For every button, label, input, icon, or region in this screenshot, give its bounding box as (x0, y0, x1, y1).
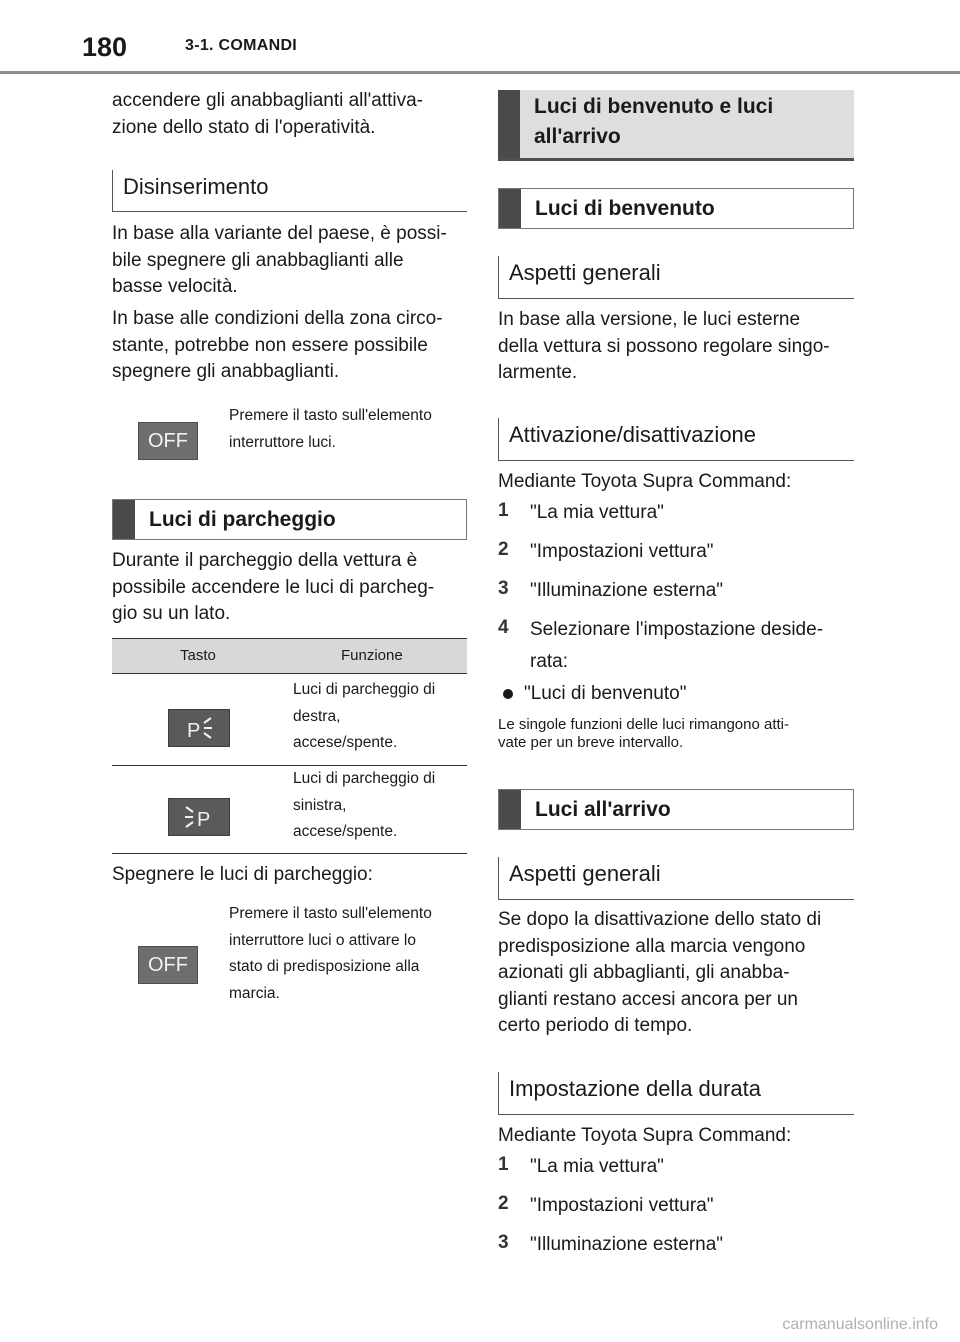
step-number: 1 (498, 500, 509, 521)
parcheggio-intro: Durante il parcheggio della vettura è possibile accendere le luci di parcheg- gio su un lato. (112, 550, 435, 624)
section-luci-arrivo (498, 789, 854, 830)
bullet-item: "Luci di benvenuto" (524, 683, 687, 704)
subsection-title: Aspetti generali (509, 260, 661, 285)
section-luci-parcheggio (112, 499, 467, 540)
table-row: Luci di parcheggio di destra, accese/spente. (293, 681, 436, 751)
command-intro: Mediante Toyota Supra Command: (498, 471, 792, 492)
subsection-title: Attivazione/disattivazione (509, 422, 757, 447)
main-section-title: Luci di benvenuto e luci all'arrivo (534, 95, 774, 148)
header-divider (0, 71, 960, 74)
svg-text:P: P (187, 720, 201, 742)
step-text: "Impostazioni vettura" (530, 541, 714, 562)
disinserimento-paragraph-2: In base alle condizioni della zona circo- stante, potrebbe non essere possibile spegnere gli anabbaglianti. (112, 308, 443, 382)
section-title: Luci di benvenuto (535, 196, 715, 220)
step-number: 2 (498, 539, 509, 560)
subsection-durata (498, 1072, 854, 1115)
subsection-title: Aspetti generali (509, 861, 661, 886)
subsection-title: Impostazione della durata (509, 1076, 761, 1101)
off-button: OFF (138, 422, 198, 460)
section-luci-benvenuto (498, 188, 854, 229)
list-item (498, 617, 509, 639)
disinserimento-paragraph-1: In base alla variante del paese, è possi- bile spegnere gli anabbaglianti alle basse velocità. (112, 223, 447, 297)
section-title: Luci di parcheggio (149, 507, 336, 531)
off-instruction: Premere il tasto sull'elemento interruttore luci o attivare lo stato di predisposizione alla marcia. (229, 905, 432, 1002)
section-disinserimento (112, 170, 467, 212)
list-item (498, 578, 509, 600)
step-number: 3 (498, 1232, 509, 1253)
list-item (498, 1154, 509, 1176)
off-button: OFF (138, 946, 198, 984)
page-number: 180 (82, 32, 128, 62)
off-instruction: Premere il tasto sull'elemento interruttore luci. (229, 407, 432, 451)
subsection-aspetti-generali (498, 857, 854, 900)
command-intro: Mediante Toyota Supra Command: (498, 1125, 792, 1146)
benvenuto-description: In base alla versione, le luci esterne della vettura si possono regolare singo- larmente. (498, 309, 830, 383)
step-number: 1 (498, 1154, 509, 1175)
subsection-attivazione (498, 418, 854, 461)
benvenuto-note: Le singole funzioni delle luci rimangono atti- vate per un breve intervallo. (498, 716, 790, 751)
step-text: "Impostazioni vettura" (530, 1195, 714, 1216)
section-title: Luci all'arrivo (535, 797, 671, 821)
column-header-function: Funzione (341, 647, 403, 664)
main-section-header (498, 90, 854, 161)
subsection-aspetti-generali (498, 256, 854, 299)
table-bottom-rule (112, 853, 467, 854)
step-text: Selezionare l'impostazione deside- rata: (530, 619, 824, 672)
step-number: 3 (498, 578, 509, 599)
table-row: Luci di parcheggio di sinistra, accese/spente. (293, 770, 436, 840)
svg-text:P: P (197, 809, 211, 831)
step-number: 2 (498, 1193, 509, 1214)
step-text: "Illuminazione esterna" (530, 580, 724, 601)
section-title: Disinserimento (123, 174, 269, 199)
list-item (498, 500, 509, 522)
chapter-title: 3-1. COMANDI (185, 37, 298, 54)
list-item (498, 539, 509, 561)
arrivo-description: Se dopo la disattivazione dello stato di predisposizione alla marcia vengono azionati gli abbaglianti, gli anabba- glianti restano accesi ancora per un certo periodo di tempo. (498, 909, 822, 1036)
parking-light-right-icon (168, 709, 230, 747)
step-number: 4 (498, 617, 509, 638)
bullet-icon (503, 689, 513, 699)
step-text: "La mia vettura" (530, 1156, 664, 1177)
intro-paragraph: accendere gli anabbaglianti all'attiva- zione dello stato di l'operatività. (112, 90, 423, 138)
step-text: "La mia vettura" (530, 502, 664, 523)
list-item (498, 1232, 509, 1254)
column-header-key: Tasto (180, 647, 216, 664)
parcheggio-off-intro: Spegnere le luci di parcheggio: (112, 864, 373, 885)
watermark: carmanualsonline.info (782, 1316, 938, 1333)
list-item (498, 1193, 509, 1215)
table-header (112, 638, 467, 674)
parking-light-left-icon (168, 798, 230, 836)
step-text: "Illuminazione esterna" (530, 1234, 724, 1255)
